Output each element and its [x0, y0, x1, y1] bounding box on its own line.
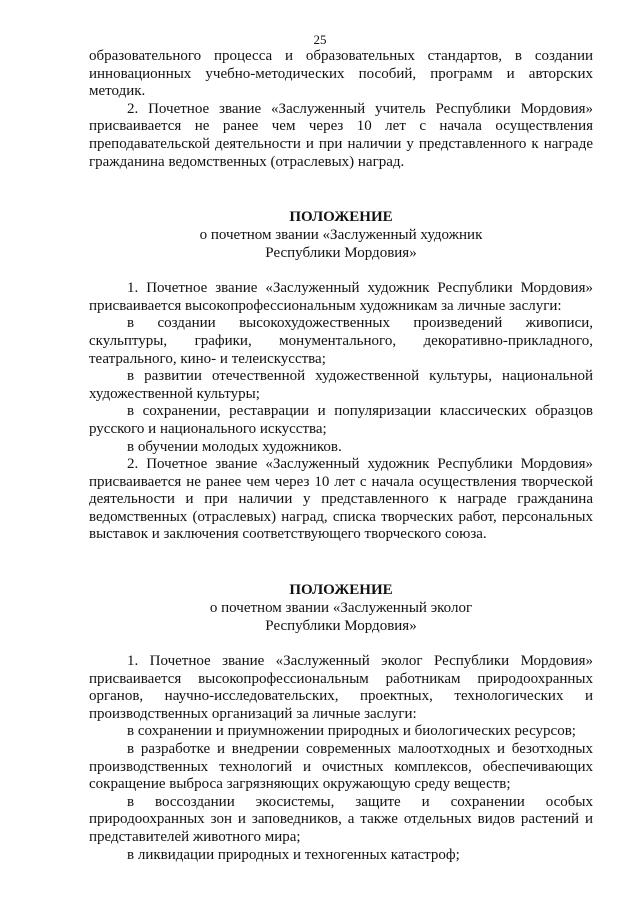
section-heading: ПОЛОЖЕНИЕ — [289, 209, 393, 226]
section-body — [89, 653, 593, 864]
section-paragraph: в воссоздании экосистемы, защите и сохранении особых природоохранных зон и заповедников, а также отдельных видов растений и представителей животного мира; — [89, 793, 593, 845]
section-subheading-line2: Республики Мордовия» — [265, 245, 417, 262]
section-artist — [89, 208, 593, 544]
section-paragraph: в разработке и внедрении современных малоотходных и безотходных производственных технологий и очистных комплексов, обеспечивающих сокращение выброса загрязняющих окружающую среду веществ; — [89, 741, 593, 793]
section-paragraph: 1. Почетное звание «Заслуженный художник Республики Мордовия» присваивается высокопрофессиональным художникам за личные заслуги: — [89, 280, 593, 314]
section-paragraph: в ликвидации природных и техногенных катастроф; — [127, 846, 460, 863]
section-heading: ПОЛОЖЕНИЕ — [289, 582, 393, 599]
section-paragraph: 2. Почетное звание «Заслуженный художник Республики Мордовия» присваивается не ранее чем через 10 лет с начала осуществления творческой деятельности и при наличии у представленного к награде гражданина ведомственных (отраслевых) наград, списка творческих работ, персональных выставок и заключения соответствующего творческого союза. — [89, 456, 593, 543]
section-subheading-line1: о почетном звании «Заслуженный эколог — [209, 600, 473, 617]
section-ecologist — [89, 581, 593, 864]
section-subheading-line2: Республики Мордовия» — [265, 618, 417, 635]
section-subheading-line1: о почетном звании «Заслуженный художник — [199, 227, 483, 244]
section-paragraph: в создании высокохудожественных произведений живописи, скульптуры, графики, монументального, декоративно-прикладного, театрального, кино- и телеискусства; — [89, 315, 593, 367]
section-paragraph: в сохранении, реставрации и популяризации классических образцов русского и национального искусства; — [89, 403, 593, 437]
page-number: 25 — [313, 32, 327, 47]
intro-paragraph-1: образовательного процесса и образовательных стандартов, в создании инновационных учебно-методических пособий, программ и авторских методик. — [89, 48, 593, 100]
document-content — [89, 48, 593, 864]
section-body — [89, 280, 593, 544]
section-paragraph: в обучении молодых художников. — [127, 438, 342, 455]
section-paragraph: в сохранении и приумножении природных и биологических ресурсов; — [127, 723, 576, 740]
section-paragraph: 1. Почетное звание «Заслуженный эколог Республики Мордовия» присваивается высокопрофессиональным работникам природоохранных органов, научно-исследовательских, проектных, технологических и производственных организаций за личные заслуги: — [89, 653, 593, 722]
intro-paragraph-2: 2. Почетное звание «Заслуженный учитель Республики Мордовия» присваивается не ранее чем через 10 лет с начала осуществления преподавательской деятельности и при наличии у представленного к награде гражданина ведомственных (отраслевых) наград. — [89, 100, 593, 170]
section-paragraph: в развитии отечественной художественной культуры, национальной художественной культуры; — [89, 368, 593, 402]
